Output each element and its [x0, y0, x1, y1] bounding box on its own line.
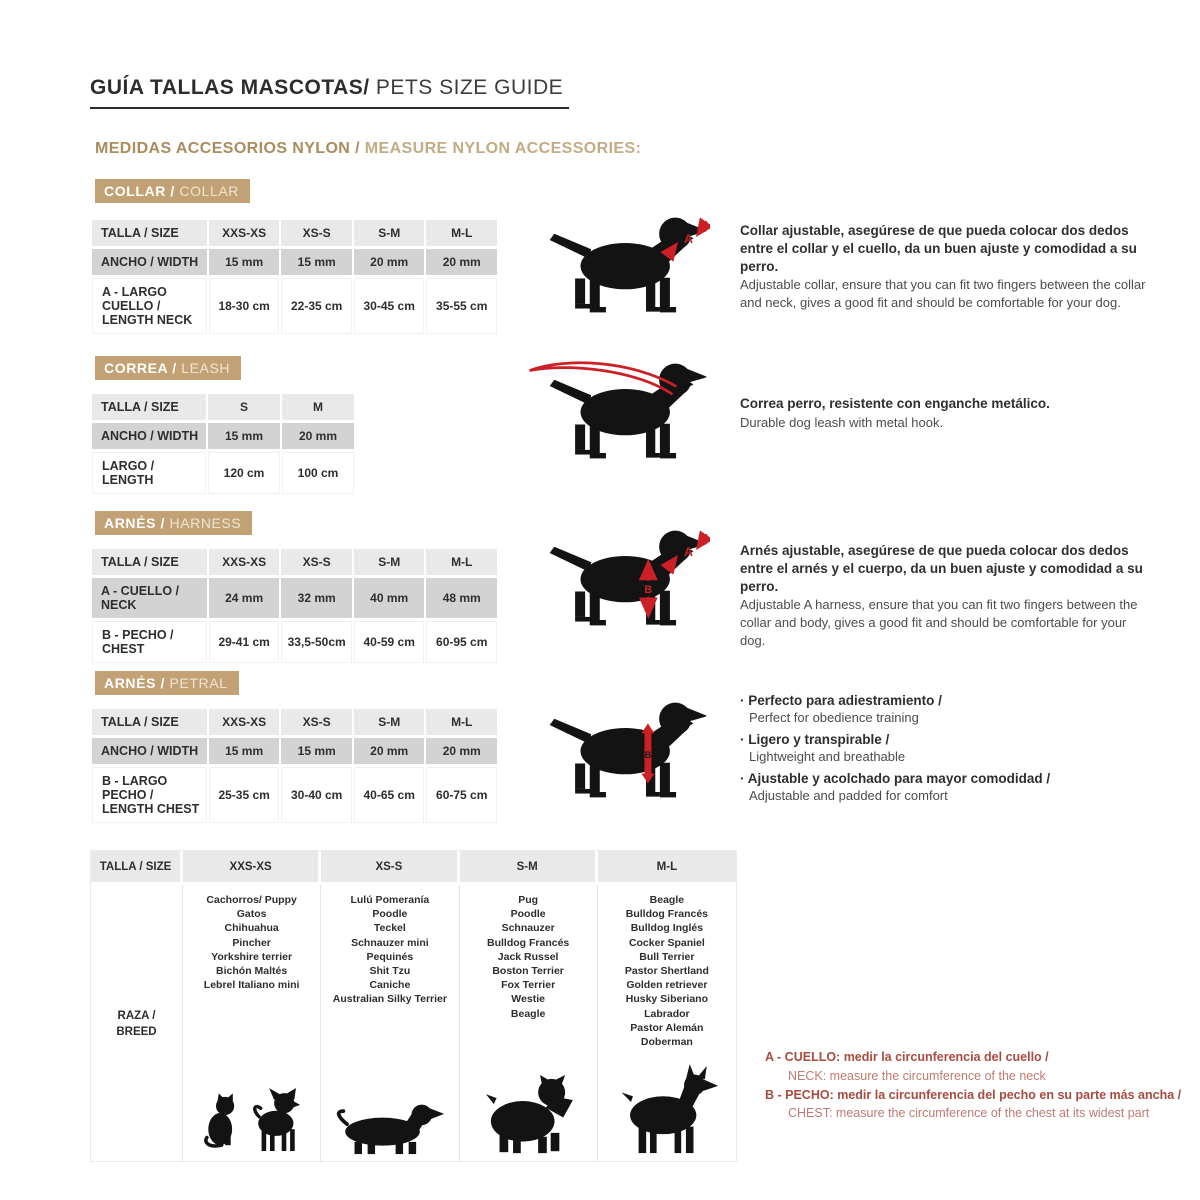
breed-list: [600, 893, 734, 1049]
breed-name: Jack Russel: [497, 950, 559, 963]
breed-table: [90, 850, 737, 1162]
breed-name: Cachorros/ Puppy: [206, 894, 297, 906]
breed-silhouettes: [202, 1083, 301, 1157]
petral-b-label: B: [644, 750, 652, 761]
table-cell: 20 mm: [426, 249, 497, 275]
table-cell: TALLA / SIZE: [92, 549, 207, 575]
page-title: [90, 76, 569, 109]
table-cell: 35-55 cm: [426, 278, 497, 334]
harness-size-table: [90, 546, 499, 666]
table-cell: M-L: [426, 709, 497, 735]
breed-name: Lulú Pomeranía: [350, 894, 430, 906]
breed-name: Pequinés: [366, 950, 414, 963]
harness-badge-es: ARNÉS /: [104, 515, 165, 531]
schnauzer-silhouette-icon: [482, 1075, 574, 1157]
collar-desc-en: Adjustable collar, ensure that you can fit two fingers between the collar and neck, gives a good fit and should be comfortable for your dog.: [740, 277, 1146, 310]
breed-header-cell: XS-S: [321, 851, 459, 885]
leash-desc-en: Durable dog leash with metal hook.: [740, 414, 944, 430]
petral-bullet-es: · Ajustable y acolchado para mayor comodidad /: [740, 770, 1165, 788]
table-cell: M: [282, 394, 354, 420]
table-cell: 15 mm: [208, 423, 280, 449]
breed-name: Beagle: [510, 1007, 546, 1020]
note-neck-es: A - CUELLO: medir la circunferencia del cuello /: [765, 1050, 1049, 1064]
chihuahua-silhouette-icon: [249, 1083, 301, 1157]
table-cell: S-M: [354, 549, 425, 575]
doberman-silhouette-icon: [614, 1064, 720, 1157]
collar-section-badge: [95, 179, 250, 203]
table-cell: 40-59 cm: [354, 621, 425, 663]
table-cell: 22-35 cm: [281, 278, 352, 334]
breed-name: Pastor Alemán: [630, 1021, 704, 1034]
breed-silhouettes: [334, 1097, 446, 1157]
breed-column-s-m: [460, 885, 598, 1161]
table-cell: A - CUELLO / NECK: [92, 578, 207, 618]
table-cell: XXS-XS: [209, 220, 280, 246]
breed-list: [462, 893, 595, 1021]
collar-desc-es: Collar ajustable, asegúrese de que pueda colocar dos dedos entre el collar y el cuello, da un buen ajuste y comodidad a su perro.: [740, 223, 1137, 274]
harness-b-label: B: [644, 584, 653, 597]
breed-name: Bulldog Inglés: [630, 922, 704, 935]
breed-name: Bulldog Francés: [486, 936, 570, 949]
leash-badge-es: CORREA /: [104, 360, 177, 376]
breed-column-xxs-xs: [183, 885, 321, 1161]
leash-description: [740, 395, 1152, 431]
table-cell: TALLA / SIZE: [92, 709, 207, 735]
table-cell: 18-30 cm: [209, 278, 280, 334]
leash-desc-es: Correa perro, resistente con enganche metálico.: [740, 396, 1050, 411]
dog-petral-diagram-icon: [525, 697, 710, 813]
table-cell: 15 mm: [209, 738, 280, 764]
harness-badge-en: HARNESS: [165, 515, 242, 531]
table-cell: 20 mm: [282, 423, 354, 449]
petral-section-badge: [95, 671, 239, 695]
page-title-en: PETS SIZE GUIDE: [369, 76, 564, 99]
breed-row-label-cell: [91, 885, 183, 1161]
table-cell: 33,5-50cm: [281, 621, 352, 663]
table-cell: B - PECHO / CHEST: [92, 621, 207, 663]
breed-name: Westie: [511, 993, 545, 1006]
breed-silhouettes: [614, 1064, 720, 1157]
breed-name: Fox Terrier: [501, 979, 556, 992]
table-cell: 100 cm: [282, 452, 354, 494]
breed-name: Poodle: [372, 908, 408, 921]
table-cell: XS-S: [281, 709, 352, 735]
dog-harness-diagram-icon: [525, 525, 710, 641]
breed-name: Australian Silky Terrier: [332, 993, 447, 1006]
measurement-notes: [765, 1048, 1197, 1123]
breed-name: Shit Tzu: [369, 965, 411, 978]
table-cell: 15 mm: [209, 249, 280, 275]
table-cell: 30-40 cm: [281, 767, 352, 823]
breed-name: Doberman: [640, 1036, 693, 1049]
petral-bullet-en: Lightweight and breathable: [749, 749, 906, 765]
table-cell: 40 mm: [354, 578, 425, 618]
harness-section-badge: [95, 511, 252, 535]
breed-name: Lebrel Italiano mini: [203, 979, 300, 992]
section-subtitle: [95, 140, 641, 158]
breed-row-label-bottom: BREED: [116, 1026, 157, 1038]
table-cell: XS-S: [281, 549, 352, 575]
table-cell: 24 mm: [209, 578, 280, 618]
table-cell: 30-45 cm: [354, 278, 425, 334]
table-cell: ANCHO / WIDTH: [92, 423, 206, 449]
table-cell: S: [208, 394, 280, 420]
table-cell: ANCHO / WIDTH: [92, 249, 207, 275]
leash-section-badge: [95, 356, 241, 380]
table-cell: 20 mm: [426, 738, 497, 764]
breed-name: Pastor Shertland: [624, 965, 709, 978]
breed-name: Labrador: [644, 1007, 690, 1020]
breed-name: Poodle: [510, 908, 546, 921]
subtitle-en: MEASURE NYLON ACCESSORIES:: [359, 140, 642, 157]
collar-badge-en: COLLAR: [174, 183, 240, 199]
table-cell: XXS-XS: [209, 709, 280, 735]
table-cell: S-M: [354, 709, 425, 735]
leash-size-table: [90, 391, 356, 497]
breed-name: Bull Terrier: [639, 950, 695, 963]
breed-header-cell: S-M: [460, 851, 598, 885]
harness-a-label: A: [683, 545, 693, 560]
leash-badge-en: LEASH: [176, 360, 231, 376]
note-chest-es: B - PECHO: medir la circunferencia del pecho en su parte más ancha /: [765, 1087, 1182, 1102]
table-cell: 25-35 cm: [209, 767, 280, 823]
table-cell: 15 mm: [281, 249, 352, 275]
table-cell: 15 mm: [281, 738, 352, 764]
breed-header-cell: XXS-XS: [183, 851, 321, 885]
table-cell: ANCHO / WIDTH: [92, 738, 207, 764]
breed-name: Yorkshire terrier: [211, 950, 293, 963]
collar-a-label: A: [683, 232, 693, 247]
breed-name: Chihuahua: [224, 922, 279, 935]
breed-list: [185, 893, 318, 992]
table-cell: 48 mm: [426, 578, 497, 618]
breed-name: Husky Siberiano: [625, 993, 709, 1006]
breed-list: [323, 893, 456, 1007]
table-cell: TALLA / SIZE: [92, 220, 207, 246]
collar-description: [740, 222, 1152, 312]
harness-desc-en: Adjustable A harness, ensure that you can fit two fingers between the collar and body, gives a good fit and should be comfortable for your dog.: [740, 597, 1138, 648]
table-cell: 60-75 cm: [426, 767, 497, 823]
breed-name: Pug: [518, 894, 539, 906]
table-cell: 40-65 cm: [354, 767, 425, 823]
breed-name: Pincher: [232, 936, 271, 949]
table-cell: LARGO / LENGTH: [92, 452, 206, 494]
breed-name: Boston Terrier: [492, 965, 564, 978]
breed-name: Schnauzer mini: [351, 936, 429, 949]
table-cell: TALLA / SIZE: [92, 394, 206, 420]
petral-badge-en: PETRAL: [165, 675, 228, 691]
table-cell: XS-S: [281, 220, 352, 246]
collar-badge-es: COLLAR /: [104, 183, 175, 199]
table-cell: 120 cm: [208, 452, 280, 494]
petral-feature-list: [740, 692, 1165, 809]
dog-leash-diagram-icon: [525, 358, 710, 474]
petral-bullet-es: · Ligero y transpirable /: [740, 731, 1165, 749]
table-cell: 60-95 cm: [426, 621, 497, 663]
breed-name: Beagle: [649, 894, 685, 906]
petral-badge-es: ARNÉS /: [104, 675, 165, 691]
petral-size-table: [90, 706, 499, 826]
harness-desc-es: Arnés ajustable, asegúrese de que pueda colocar dos dedos entre el arnés y el cuerpo, da un buen ajuste y comodidad a su perro.: [740, 543, 1143, 594]
breed-silhouettes: [482, 1075, 574, 1157]
table-cell: 32 mm: [281, 578, 352, 618]
table-cell: M-L: [426, 549, 497, 575]
breed-name: Golden retriever: [626, 979, 708, 992]
note-chest-en: CHEST: measure the circumference of the chest at its widest part: [788, 1106, 1150, 1121]
breed-header-cell: TALLA / SIZE: [91, 851, 183, 885]
breed-name: Teckel: [373, 922, 406, 935]
breed-name: Caniche: [369, 979, 411, 992]
harness-description: [740, 542, 1152, 649]
breed-name: Bulldog Francés: [625, 908, 708, 921]
dog-collar-diagram-icon: [525, 212, 710, 328]
table-cell: 20 mm: [354, 738, 425, 764]
breed-header-cell: M-L: [598, 851, 736, 885]
cat-silhouette-icon: [202, 1083, 244, 1157]
subtitle-es: MEDIDAS ACCESORIOS NYLON /: [95, 140, 360, 157]
dachshund-silhouette-icon: [334, 1097, 446, 1157]
note-neck-en: NECK: measure the circumference of the neck: [788, 1068, 1046, 1083]
breed-row-label: [116, 1009, 156, 1040]
breed-column-xs-s: [321, 885, 459, 1161]
table-cell: B - LARGO PECHO / LENGTH CHEST: [92, 767, 207, 823]
table-cell: A - LARGO CUELLO / LENGTH NECK: [92, 278, 207, 334]
table-cell: XXS-XS: [209, 549, 280, 575]
page-title-es: GUÍA TALLAS MASCOTAS/: [90, 76, 370, 99]
table-cell: 20 mm: [354, 249, 425, 275]
collar-size-table: [90, 217, 499, 337]
petral-bullet-es: · Perfecto para adiestramiento /: [740, 692, 1165, 710]
breed-row-label-top: RAZA /: [117, 1010, 156, 1023]
breed-name: Cocker Spaniel: [628, 936, 705, 949]
breed-name: Bichón Maltés: [216, 965, 288, 978]
table-cell: 29-41 cm: [209, 621, 280, 663]
petral-bullet-en: Adjustable and padded for comfort: [749, 788, 948, 804]
table-cell: S-M: [354, 220, 425, 246]
petral-bullet-en: Perfect for obedience training: [749, 710, 919, 726]
breed-name: Schnauzer: [501, 922, 555, 935]
table-cell: M-L: [426, 220, 497, 246]
breed-column-m-l: [598, 885, 736, 1161]
breed-name: Gatos: [236, 908, 267, 921]
